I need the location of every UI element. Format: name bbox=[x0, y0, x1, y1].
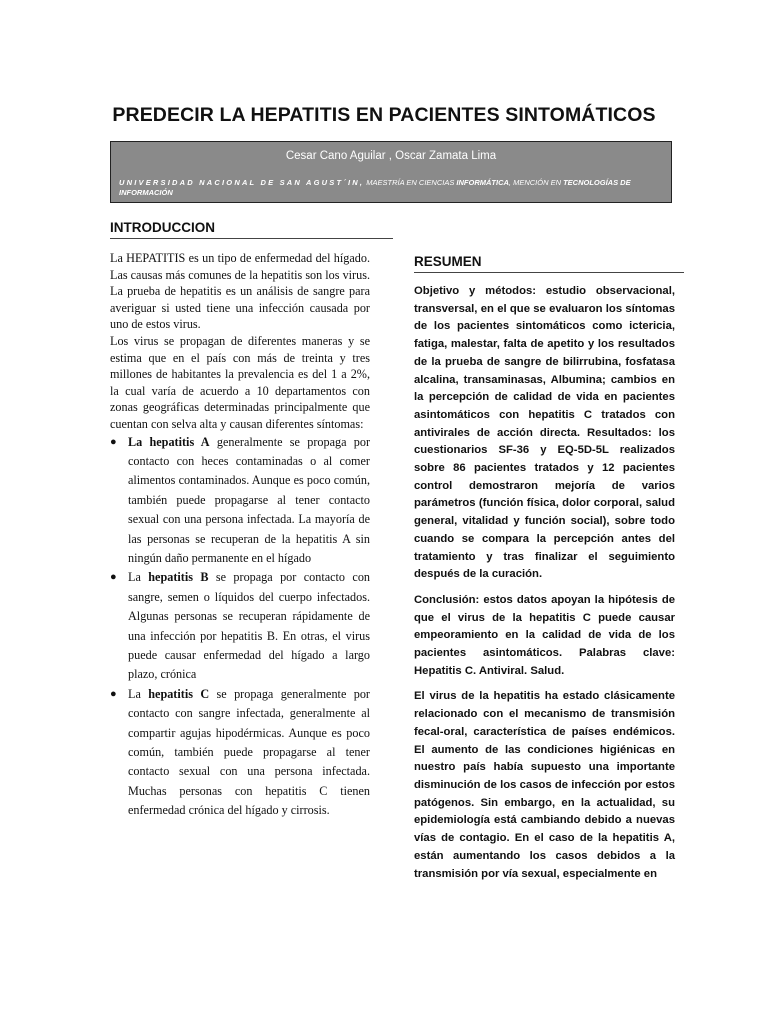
resumen-paragraph-3: El virus de la hepatitis ha estado clásicamente relacionado con el mecanismo de transmisión fecal-oral, característica de países endémicos. El aumento de las condiciones higiénicas en nuestro país había supuesto una importante disminución de los casos de infección por estos patógenos. Sin embargo, en la actualidad, su epidemiología está cambiando debido a nuevas vías de contagio. En el caso de la hepatitis A, están aumentando los casos debidos a la transmisión por vía sexual, especialmente en bbox=[414, 690, 675, 880]
list-item: ● La hepatitis C se propaga generalmente por contacto con sangre infectada, generalmente al compartir agujas hipodérmicas. Aunque es poco común, también puede propagarse al tener contacto sexual con una persona infectada. Muchas personas con hepatitis C tienen enfermedad crónica del hígado y cirrosis. bbox=[110, 686, 370, 818]
affiliation-part-3: , MENCIÓN EN bbox=[508, 178, 564, 187]
bullet-icon: ● bbox=[110, 571, 117, 584]
authors: Cesar Cano Aguilar , Oscar Zamata Lima bbox=[285, 150, 497, 162]
intro-paragraph-1: La HEPATITIS es un tipo de enfermedad del hígado. Las causas más comunes de la hepatitis son los virus. La prueba de hepatitis es un análisis de sangre para averiguar si usted tiene una infección causada por uno de estos virus. bbox=[110, 251, 370, 332]
resumen-paragraph-2: Conclusión: estos datos apoyan la hipótesis de que el virus de la hepatitis C puede causar empeoramiento en la calidad de vida de los pacientes asintomáticos. Palabras clave: Hepatitis C. Antiviral. Salud. bbox=[414, 593, 675, 677]
bullet-icon: ● bbox=[110, 687, 117, 700]
list-item: ● La hepatitis B se propaga por contacto con sangre, semen o líquidos del cuerpo infectados. Algunas personas se recuperan rápidamente de una infección por hepatitis B. En otras, el virus puede causar enfermedad del hígado a largo plazo, crónica bbox=[110, 570, 371, 682]
hepatitis-list bbox=[110, 433, 370, 821]
intro-paragraph-2: Los virus se propagan de diferentes maneras y se estima que en el país con más de treinta y tres millones de habitantes la prevalencia es del 1 a 2%, la cual varía de acuerdo a 10 departamentos con zonas geográficas determinadas principalmente que cuentan con selva alta y causan diferentes síntomas: bbox=[110, 333, 370, 431]
affiliation bbox=[119, 178, 663, 198]
resumen-section bbox=[414, 283, 675, 891]
author-banner bbox=[110, 141, 672, 203]
paper-title: PREDECIR LA HEPATITIS EN PACIENTES SINTOMÁTICOS bbox=[112, 104, 656, 126]
university-name: UNIVERSIDAD NACIONAL DE SAN AGUST´IN, bbox=[119, 178, 365, 187]
list-item: ● La hepatitis A generalmente se propaga por contacto con heces contaminadas o al comer alimentos contaminados. Aunque es poco común, también puede propagarse al tener contacto sexual con una persona infectada. La mayoría de las personas se recuperan de la hepatitis A sin ningún daño permanente en el hígado bbox=[110, 434, 371, 565]
affiliation-part-1: MAESTRÍA EN CIENCIAS bbox=[364, 178, 457, 187]
resumen-paragraph-1: Objetivo y métodos: estudio observacional, transversal, en el que se evaluaron los síntomas de los pacientes sintomáticos como ictericia, fatiga, malestar, falta de apetito y los resultados de la prueba de sangre de bilirrubina, fosfatasa alcalina, transaminasas, Albumina; cambios en la percepción de calidad de vida en pacientes asintomáticos con hepatitis C tratados con antivirales de acción directa. Resultados: los cuestionarios SF-36 y EQ-5D-5L realizados sobre 86 pacientes tratados y 12 pacientes control demostraron mejoría de varios parámetros (función física, dolor corporal, salud general, vitalidad y función social), sobre todo cuando se compara la percepción antes del tratamiento y tras finalizar el seguimiento después de la curación. bbox=[414, 285, 675, 581]
intro-heading: INTRODUCCION bbox=[110, 220, 393, 239]
intro-section bbox=[110, 250, 370, 821]
affiliation-part-2: INFORMÁTICA bbox=[456, 178, 509, 187]
resumen-heading: RESUMEN bbox=[414, 254, 684, 273]
bullet-icon: ● bbox=[110, 435, 117, 448]
affiliation-part-4: TECNOLOGÍAS DE INFORMACIÓN bbox=[119, 178, 631, 197]
